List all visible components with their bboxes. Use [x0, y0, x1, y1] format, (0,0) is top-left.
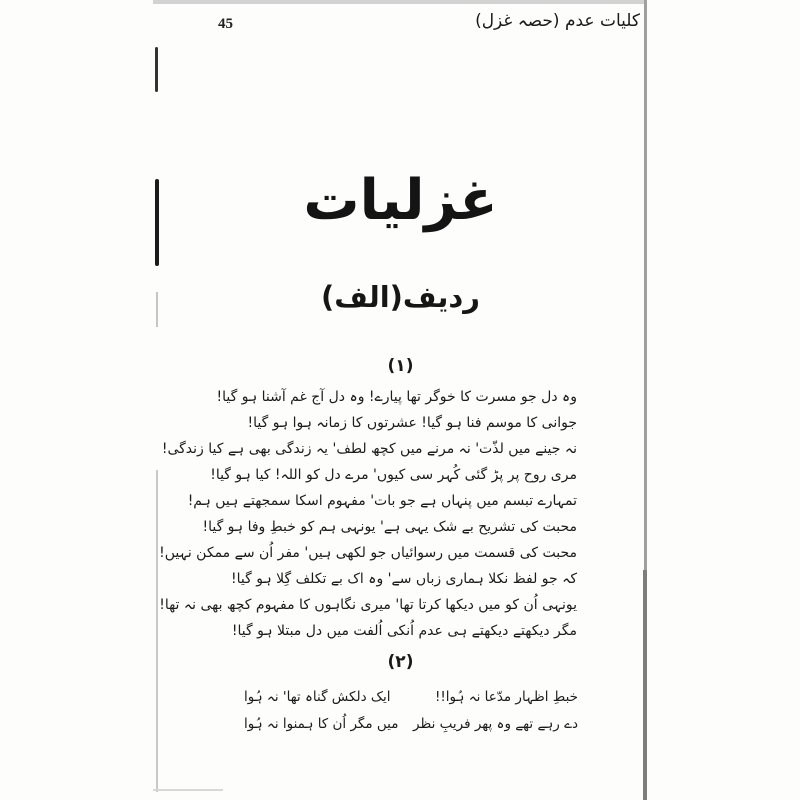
page-left-binding-mark — [156, 470, 158, 792]
ghazal-2-body — [244, 684, 578, 738]
ghazal-1-body — [159, 384, 577, 644]
ghazal-line: یونہی اُن کو میں دیکھا کرتا تھا' میری نگاہوں کا مفہوم کچھ بھی نہ تھا! — [159, 597, 577, 613]
page-top-edge — [153, 0, 647, 4]
page-left-binding-mark — [155, 47, 158, 92]
ghazal-number-2: (۲) — [387, 652, 414, 672]
ghazal-line: جوانی کا موسم فنا ہو گیا! عشرتوں کا زمانہ ہوا ہو گیا! — [247, 415, 577, 431]
ghazal-line: مری روح پر پڑ گئی کُہر سی کیوں' مرے دل کو اللہ! کیا ہو گیا! — [210, 467, 577, 483]
misra-second: میں مگر اُن کا ہمنوا نہ ہُوا — [244, 716, 399, 732]
ghazal-line: محبت کی تشریح بے شک یہی ہے' یونہی ہم کو خبطِ وفا ہو گیا! — [202, 519, 577, 535]
ghazal-line: کہ جو لفظ نکلا ہماری زباں سے' وہ اک بے تکلف گِلا ہو گیا! — [231, 571, 577, 587]
couplet-row — [244, 684, 578, 711]
ghazal-line: محبت کی قسمت میں رسوائیاں جو لکھی ہیں' مفر اُن سے ممکن نہیں! — [159, 545, 577, 561]
radeef-subtitle: ردیف(الف) — [321, 280, 480, 314]
ghazal-line: وہ دل جو مسرت کا خوگر تھا پیارے! وہ دل آج غم آشنا ہو گیا! — [216, 389, 577, 405]
misra-second: ایک دلکش گناہ تھا' نہ ہُوا — [244, 689, 391, 705]
running-header-title: کلیات عدم (حصہ غزل) — [475, 11, 640, 31]
page-bottom-edge-mark — [153, 789, 223, 791]
couplet-row — [244, 711, 578, 738]
ghazal-line: نہ جینے میں لذّت' نہ مرنے میں کچھ لطف' یہ زندگی بھی ہے کیا زندگی! — [161, 441, 577, 457]
ghazal-line: مگر دیکھتے دیکھتے ہی عدم اُنکی اُلفت میں دل مبتلا ہو گیا! — [231, 623, 577, 639]
ghazal-number-1: (۱) — [387, 356, 414, 376]
section-title: غزلیات — [303, 168, 498, 233]
page-number: 45 — [218, 16, 233, 32]
ghazal-line: تمہارے تبسم میں پنہاں ہے جو بات' مفہوم اسکا سمجھتے ہیں ہم! — [187, 493, 577, 509]
misra-first: خبطِ اظہار مدّعا نہ ہُوا!! — [434, 689, 578, 705]
page-right-edge-shadow — [643, 570, 647, 800]
misra-first: دے رہے تھے وہ پھر فریبِ نظر — [413, 716, 578, 732]
